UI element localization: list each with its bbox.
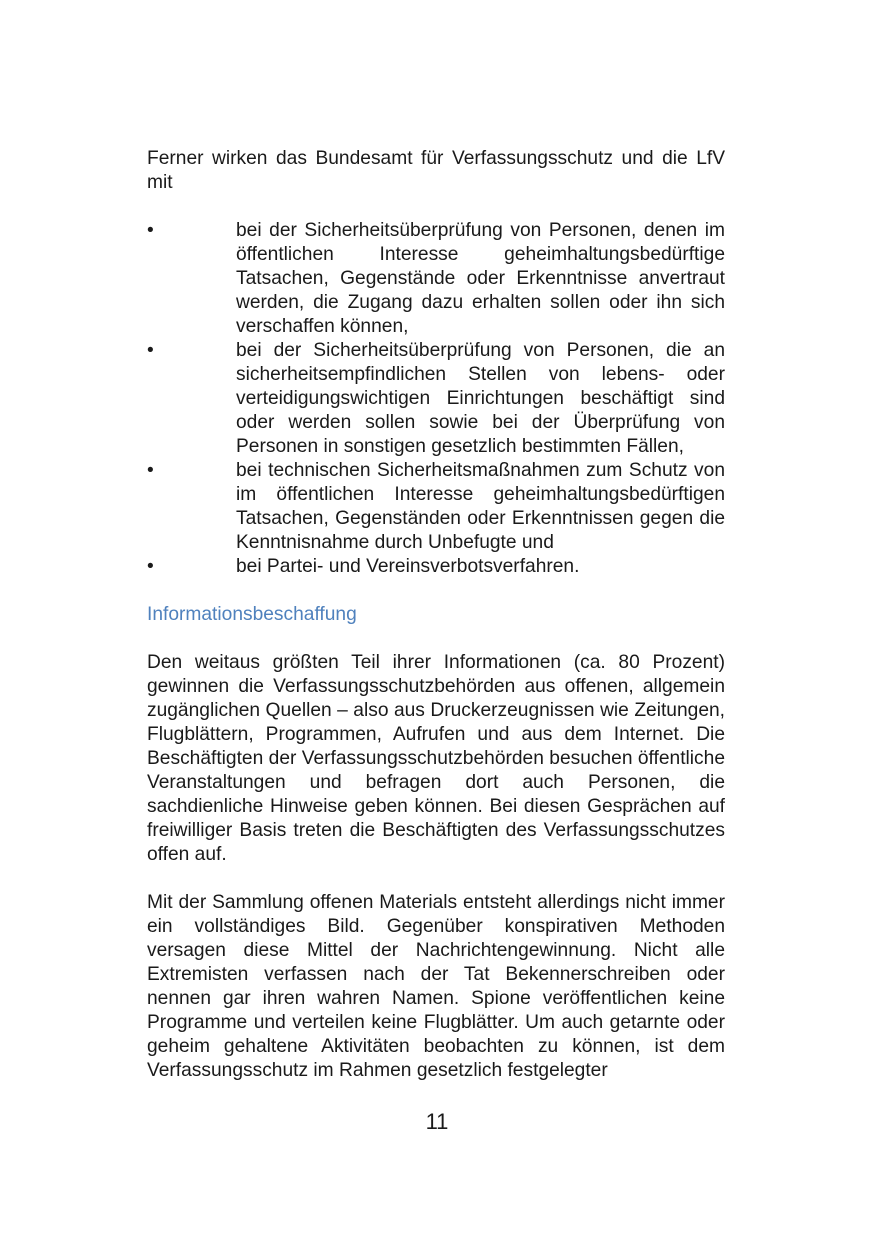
bullet-icon: • xyxy=(147,220,154,241)
list-item-text: bei der Sicherheitsüberprüfung von Personen, denen im öffentlichen Interesse geheimhaltungsbedürftige Tatsachen, Gegenstände oder Erkenntnisse anvertraut werden, die Zugang dazu erhalten sollen oder ihn sich verschaffen können, xyxy=(236,220,725,337)
list-item xyxy=(147,339,725,459)
bullet-icon: • xyxy=(147,556,154,577)
page-number: 11 xyxy=(425,1109,449,1134)
bullet-icon: • xyxy=(147,460,154,481)
bullet-icon: • xyxy=(147,340,154,361)
list-item xyxy=(147,459,725,555)
list-item-text: bei der Sicherheitsüberprüfung von Personen, die an sicherheitsempfindlichen Stellen von lebens- oder verteidigungswichtigen Einrichtungen beschäftigt sind oder werden sollen sowie bei der Überprüfung von Personen in sonstigen gesetzlich bestimmten Fällen, xyxy=(236,340,725,457)
list-item xyxy=(147,555,725,579)
section-heading: Informationsbeschaffung xyxy=(147,604,357,625)
list-item-text: bei Partei- und Vereinsverbotsverfahren. xyxy=(236,556,580,577)
list-item xyxy=(147,219,725,339)
document-page xyxy=(147,147,725,1107)
body-paragraph: Mit der Sammlung offenen Materials entsteht allerdings nicht immer ein vollständiges Bild. Gegenüber konspirativen Methoden versagen diese Mittel der Nachrichtengewinnung. Nicht alle Extremisten verfassen nach der Tat Bekennerschreiben oder nennen gar ihren wahren Namen. Spione veröffentlichen keine Programme und verteilen keine Flugblätter. Um auch getarnte oder geheim gehaltene Aktivitäten beobachten zu können, ist dem Verfassungsschutz im Rahmen gesetzlich festgelegter xyxy=(147,892,725,1081)
intro-paragraph: Ferner wirken das Bundesamt für Verfassungsschutz und die LfV mit xyxy=(147,148,725,193)
bullet-list xyxy=(147,219,725,579)
list-item-text: bei technischen Sicherheitsmaßnahmen zum Schutz von im öffentlichen Interesse geheimhaltungsbedürftigen Tatsachen, Gegenständen oder Erkenntnissen gegen die Kenntnisnahme durch Unbefugte und xyxy=(236,460,725,553)
body-paragraph: Den weitaus größten Teil ihrer Informationen (ca. 80 Prozent) gewinnen die Verfassungsschutzbehörden aus offenen, allgemein zugänglichen Quellen – also aus Druckerzeugnissen wie Zeitungen, Flugblättern, Programmen, Aufrufen und aus dem Internet. Die Beschäftigten der Verfassungsschutzbehörden besuchen öffentliche Veranstaltungen und befragen dort auch Personen, die sachdienliche Hinweise geben können. Bei diesen Gesprächen auf freiwilliger Basis treten die Beschäftigten des Verfassungsschutzes offen auf. xyxy=(147,652,725,865)
